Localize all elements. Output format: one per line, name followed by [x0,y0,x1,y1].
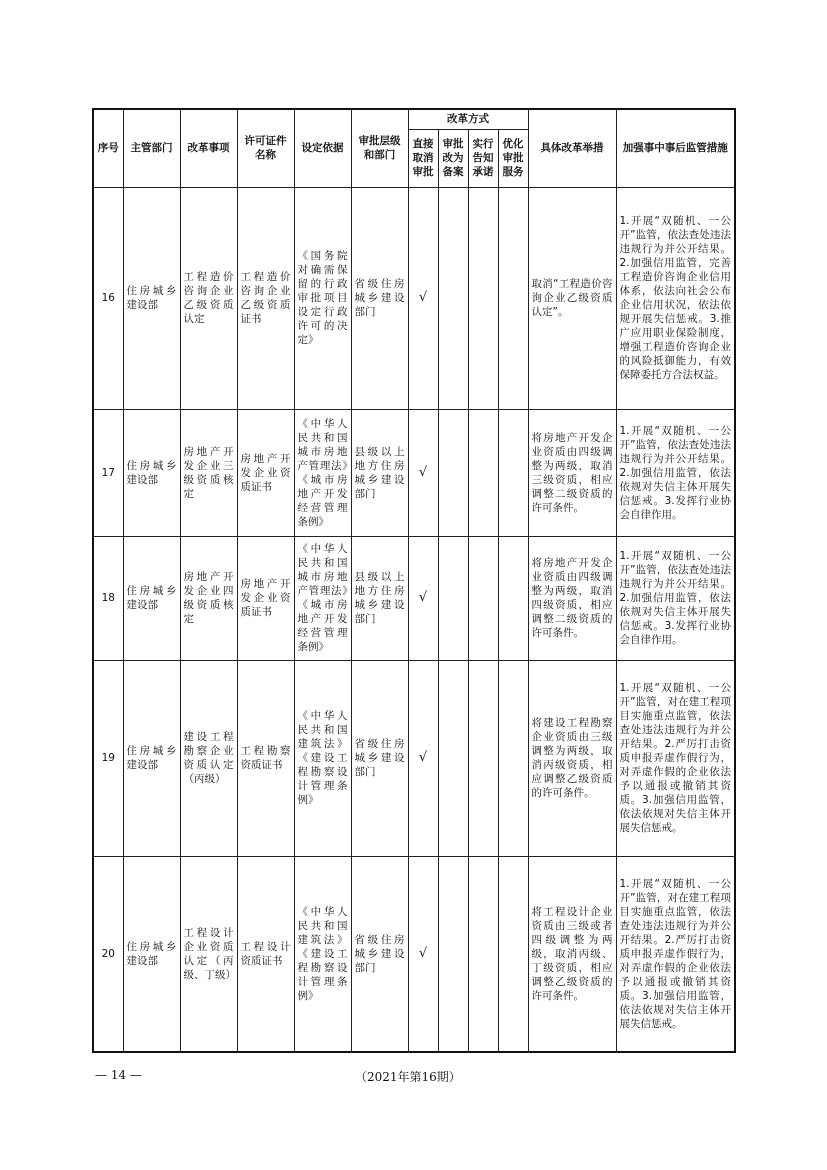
row-dept: 住房城乡建设部 [123,856,180,1052]
row-supervision: 1.开展“双随机、一公开”监管，对在建工程项目实施重点监管，依法查处违法违规行为并公开结果。2.严厉打击资质申报弄虚作假行为，对弄虚作假的企业依法予以通报或撤销其资质。3.加强信用监管，依法依规对失信主体开展失信惩戒。 [616,660,735,856]
issue-label: （2021年第16期） [355,1070,461,1084]
row-supervision: 1.开展“双随机、一公开”监管，依法查处违法违规行为并公开结果。2.加强信用监管，依法依规对失信主体开展失信惩戒。3.发挥行业协会自律作用。 [616,536,735,660]
row-item: 房地产开发企业三级资质核定 [180,409,237,536]
row-basis: 《中华人民共和国建筑法》《建设工程勘察设计管理条例》 [294,856,351,1052]
row-permit: 工程勘察资质证书 [237,660,294,856]
table-row [93,409,735,536]
row-level: 县级以上地方住房城乡建设部门 [351,409,408,536]
table-row [93,187,735,409]
row-method-filing [438,856,468,1052]
row-level: 省级住房城乡建设部门 [351,856,408,1052]
header-methods-group: 改革方式 [408,109,528,129]
header-supervision: 加强事中事后监管措施 [616,109,735,187]
row-item: 建设工程勘察企业资质认定（丙级） [180,660,237,856]
header-method-commitment: 实行告知承诺 [468,129,498,187]
row-basis: 《中华人民共和国建筑法》《建设工程勘察设计管理条例》 [294,660,351,856]
header-permit: 许可证件名称 [237,109,294,187]
header-method-optimize: 优化审批服务 [498,129,528,187]
row-method-cancel: √ [408,409,438,536]
row-seq: 18 [93,536,123,660]
row-measures: 将房地产开发企业资质由四级调整为两级，取消四级资质，相应调整二级资质的许可条件。 [528,536,616,660]
row-dept: 住房城乡建设部 [123,660,180,856]
row-measures: 将建设工程勘察企业资质由三级调整为两级，取消丙级资质，相应调整乙级资质的许可条件。 [528,660,616,856]
row-method-filing [438,187,468,409]
row-seq: 20 [93,856,123,1052]
row-item: 工程设计企业资质认定（丙级、丁级） [180,856,237,1052]
row-method-optimize [498,660,528,856]
row-method-filing [438,409,468,536]
row-method-optimize [498,536,528,660]
row-basis: 《中华人民共和国城市房地产管理法》《城市房地产开发经营管理条例》 [294,409,351,536]
header-basis: 设定依据 [294,109,351,187]
row-measures: 将房地产开发企业资质由四级调整为两级，取消三级资质，相应调整二级资质的许可条件。 [528,409,616,536]
row-basis: 《中华人民共和国城市房地产管理法》《城市房地产开发经营管理条例》 [294,536,351,660]
row-supervision: 1.开展“双随机、一公开”监管，依法查处违法违规行为并公开结果。2.加强信用监管，依法依规对失信主体开展失信惩戒。3.发挥行业协会自律作用。 [616,409,735,536]
header-dept: 主管部门 [123,109,180,187]
row-basis: 《国务院对确需保留的行政审批项目设定行政许可的决定》 [294,187,351,409]
row-measures: 将工程设计企业资质由三级或者四级调整为两级，取消丙级、丁级资质，相应调整乙级资质的许可条件。 [528,856,616,1052]
row-method-commitment [468,187,498,409]
row-method-cancel: √ [408,536,438,660]
header-measures: 具体改革举措 [528,109,616,187]
header-seq: 序号 [93,109,123,187]
row-method-optimize [498,856,528,1052]
row-item: 房地产开发企业四级资质核定 [180,536,237,660]
row-method-cancel: √ [408,660,438,856]
row-level: 县级以上地方住房城乡建设部门 [351,536,408,660]
header-method-cancel: 直接取消审批 [408,129,438,187]
row-method-commitment [468,409,498,536]
table-row [93,660,735,856]
row-method-cancel: √ [408,856,438,1052]
row-permit: 房地产开发企业资质证书 [237,409,294,536]
table-header [93,109,735,187]
table-row [93,856,735,1052]
row-level: 省级住房城乡建设部门 [351,660,408,856]
page-number: — 14 — [95,1068,142,1082]
row-method-cancel: √ [408,187,438,409]
table-row [93,536,735,660]
row-dept: 住房城乡建设部 [123,187,180,409]
row-seq: 16 [93,187,123,409]
row-method-optimize [498,409,528,536]
header-level: 审批层级和部门 [351,109,408,187]
row-method-commitment [468,536,498,660]
row-item: 工程造价咨询企业乙级资质认定 [180,187,237,409]
row-dept: 住房城乡建设部 [123,409,180,536]
header-method-filing: 审批改为备案 [438,129,468,187]
row-permit: 房地产开发企业资质证书 [237,536,294,660]
row-permit: 工程造价咨询企业乙级资质证书 [237,187,294,409]
row-level: 省级住房城乡建设部门 [351,187,408,409]
row-seq: 17 [93,409,123,536]
header-item: 改革事项 [180,109,237,187]
row-measures: 取消“工程造价咨询企业乙级资质认定”。 [528,187,616,409]
row-supervision: 1.开展“双随机、一公开”监管，对在建工程项目实施重点监管，依法查处违法违规行为并公开结果。2.严厉打击资质申报弄虚作假行为，对弄虚作假的企业依法予以通报或撤销其资质。3.加强信用监管，依法依规对失信主体开展失信惩戒。 [616,856,735,1052]
row-dept: 住房城乡建设部 [123,536,180,660]
row-seq: 19 [93,660,123,856]
row-permit: 工程设计资质证书 [237,856,294,1052]
row-method-optimize [498,187,528,409]
row-method-commitment [468,660,498,856]
row-method-commitment [468,856,498,1052]
row-supervision: 1.开展“双随机、一公开”监管，依法查处违法违规行为并公开结果。2.加强信用监管，完善工程造价咨询企业信用体系，依法向社会公布企业信用状况，依法依规开展失信惩戒。3.推广应用职业保险制度，增强工程造价咨询企业的风险抵御能力，有效保障委托方合法权益。 [616,187,735,409]
reform-table [92,108,736,1053]
row-method-filing [438,660,468,856]
row-method-filing [438,536,468,660]
